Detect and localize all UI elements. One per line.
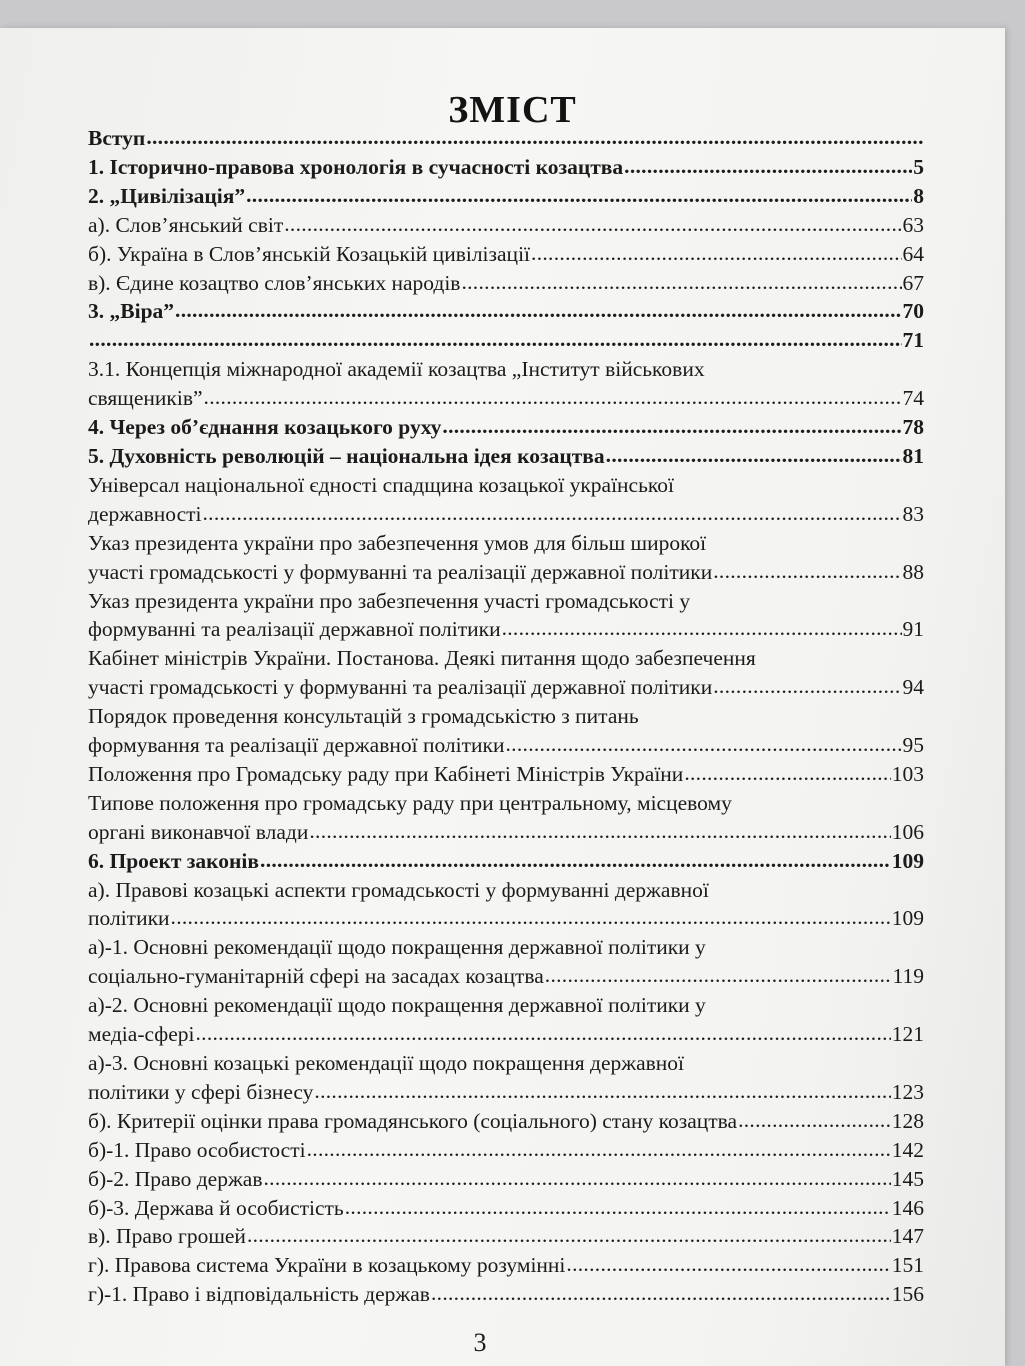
toc-entry bbox=[88, 182, 924, 211]
dot-leader bbox=[89, 325, 902, 354]
toc-entry bbox=[88, 413, 924, 442]
toc-entry-text: б). Україна в Слов’янській Козацькій цивілізації bbox=[88, 241, 531, 266]
toc-entry-line bbox=[88, 731, 924, 760]
dot-leader bbox=[624, 152, 912, 181]
toc-page-number: 94 bbox=[902, 675, 924, 700]
page-number: 3 bbox=[473, 1328, 487, 1357]
dot-leader bbox=[246, 181, 912, 210]
toc-entry-text: участі громадськості у формуванні та реалізації державної політики bbox=[88, 559, 713, 584]
toc-page-number: 123 bbox=[891, 1079, 924, 1104]
toc-entry-line bbox=[88, 1107, 924, 1136]
toc-entry-line bbox=[88, 760, 924, 789]
page-title: ЗМІСТ bbox=[448, 89, 577, 131]
dot-leader bbox=[684, 759, 890, 788]
toc-entry bbox=[88, 847, 924, 876]
toc-entry bbox=[88, 326, 924, 355]
toc-page-number: 83 bbox=[902, 501, 924, 526]
dot-leader bbox=[260, 846, 891, 875]
toc-page-number: 151 bbox=[891, 1253, 924, 1278]
toc-entry bbox=[88, 240, 924, 269]
toc-entry-line bbox=[88, 1020, 924, 1049]
dot-leader bbox=[284, 210, 901, 239]
toc-entry-text: 4. Через об’єднання козацького руху bbox=[88, 415, 442, 440]
toc-entry-text: медіа-сфері bbox=[88, 1022, 195, 1047]
toc-entry-text: державності bbox=[88, 501, 202, 526]
toc-page-number: 91 bbox=[902, 617, 924, 642]
toc-entry-line bbox=[88, 1165, 924, 1194]
dot-leader bbox=[146, 123, 923, 152]
toc-entry-text: Порядок проведення консультацій з громадськістю з питань bbox=[88, 704, 639, 729]
toc-page-number: 8 bbox=[913, 183, 924, 208]
toc-entry bbox=[88, 876, 924, 934]
toc-entry-text: г)-1. Право і відповідальність держав bbox=[88, 1282, 430, 1307]
toc-entry-line bbox=[88, 904, 924, 933]
toc-page-number: 109 bbox=[891, 848, 924, 873]
toc-entry-line bbox=[88, 500, 924, 529]
dot-leader bbox=[531, 239, 901, 268]
dot-leader bbox=[264, 1164, 891, 1193]
dot-leader bbox=[247, 1221, 891, 1250]
toc-entry-line bbox=[88, 413, 924, 442]
toc-page-number: 156 bbox=[891, 1282, 924, 1307]
dot-leader bbox=[171, 903, 891, 932]
toc-entry bbox=[88, 1280, 924, 1309]
toc-page-number: 147 bbox=[891, 1224, 924, 1249]
toc-entry-text: Указ президента україни про забезпечення участі громадськості у bbox=[88, 588, 691, 613]
toc-entry bbox=[88, 644, 924, 702]
toc-entry bbox=[88, 1107, 924, 1136]
toc-entry-line bbox=[88, 442, 924, 471]
dot-leader bbox=[345, 1193, 891, 1222]
toc-entry-text: 2. „Цивілізація” bbox=[88, 183, 246, 208]
toc-entry-text: участі громадськості у формуванні та реалізації державної політики bbox=[88, 675, 713, 700]
toc-entry-text: соціально-гуманітарній сфері на засадах козацтва bbox=[88, 964, 544, 989]
toc-entry bbox=[88, 991, 924, 1049]
toc-entry-text: Кабінет міністрів України. Постанова. Деякі питання щодо забезпечення bbox=[88, 646, 756, 671]
toc-entry bbox=[88, 789, 924, 847]
toc-entry-line bbox=[88, 211, 924, 240]
toc-page-number: 64 bbox=[902, 241, 924, 266]
toc-entry-text: Універсал національної єдності спадщина козацької української bbox=[88, 472, 674, 497]
toc-entry-line bbox=[88, 326, 924, 355]
toc-entry-text: Вступ bbox=[88, 126, 146, 150]
dot-leader bbox=[431, 1279, 891, 1308]
toc-entry-text: а)-1. Основні рекомендації щодо покращення державної політики у bbox=[88, 935, 706, 960]
toc-page-number: 70 bbox=[902, 299, 924, 324]
toc-entry-line bbox=[88, 1222, 924, 1251]
dot-leader bbox=[195, 1019, 890, 1048]
toc-page-number: 71 bbox=[902, 328, 924, 353]
toc-page-number: 142 bbox=[891, 1137, 924, 1162]
toc-entry-line bbox=[88, 124, 924, 153]
dot-leader bbox=[442, 412, 901, 441]
dot-leader bbox=[713, 672, 901, 701]
toc-entry-text: 5. Духовність революцій – національна ідея козацтва bbox=[88, 443, 605, 468]
toc-entry bbox=[88, 355, 924, 413]
toc-entry-line bbox=[88, 1251, 924, 1280]
toc-page-number: 146 bbox=[891, 1195, 924, 1220]
dot-leader bbox=[606, 441, 902, 470]
toc-page-number: 74 bbox=[902, 386, 924, 411]
toc-entry-line bbox=[88, 269, 924, 298]
dot-leader bbox=[314, 1077, 890, 1106]
toc-entry-line bbox=[88, 182, 924, 211]
toc-entry bbox=[88, 124, 924, 153]
toc-entry-line bbox=[88, 240, 924, 269]
toc-entry-text: а)-3. Основні козацькі рекомендації щодо покращення державної bbox=[88, 1051, 685, 1075]
toc-page-number: 67 bbox=[902, 270, 924, 295]
toc-entry bbox=[88, 211, 924, 240]
toc-entry-text: 3.1. Концепція міжнародної академії козацтва „Інститут військових bbox=[88, 357, 705, 382]
toc-entry-text: а)-2. Основні рекомендації щодо покращення державної політики у bbox=[88, 993, 706, 1018]
toc-page-number: 63 bbox=[902, 212, 924, 237]
toc-page-number: 95 bbox=[902, 733, 924, 758]
toc-entry-text: політики bbox=[88, 906, 170, 931]
toc-page-number: 5 bbox=[913, 154, 924, 179]
dot-leader bbox=[506, 730, 902, 759]
toc-entry bbox=[88, 760, 924, 789]
toc-entry bbox=[88, 153, 924, 182]
toc-entry-text: священиків” bbox=[88, 386, 203, 411]
toc-entry-line bbox=[88, 847, 924, 876]
toc-entry-text: 1. Історично-правова хронологія в сучасності козацтва bbox=[88, 154, 624, 179]
toc-entry-line bbox=[88, 384, 924, 413]
toc-entry bbox=[88, 1194, 924, 1223]
toc-page-number: 128 bbox=[891, 1108, 924, 1133]
toc-entry bbox=[88, 297, 924, 326]
toc-entry-text: б). Критерії оцінки права громадянського (соціального) стану козацтва bbox=[88, 1108, 738, 1133]
toc-entry-text: в). Право грошей bbox=[88, 1224, 246, 1249]
toc-page-number: 88 bbox=[902, 559, 924, 584]
toc-entry-text: формуванні та реалізації державної політики bbox=[88, 617, 501, 642]
toc-page-number: 109 bbox=[891, 906, 924, 931]
toc-entry-text: в). Єдине козацтво слов’янських народів bbox=[88, 270, 461, 295]
toc-entry-text: політики у сфері бізнесу bbox=[88, 1079, 314, 1104]
toc-entry-line bbox=[88, 615, 924, 644]
toc-entry-text: а). Слов’янський світ bbox=[88, 212, 284, 237]
dot-leader bbox=[202, 499, 901, 528]
toc-entry bbox=[88, 1136, 924, 1165]
dot-leader bbox=[307, 1135, 891, 1164]
toc-entry-text: г). Правова система України в козацькому розумінні bbox=[88, 1253, 566, 1278]
toc-entry bbox=[88, 587, 924, 645]
toc-entry bbox=[88, 933, 924, 991]
toc-entry-text: б)-3. Держава й особистість bbox=[88, 1195, 344, 1220]
toc-entry bbox=[88, 529, 924, 587]
toc-entry-text: формування та реалізації державної політики bbox=[88, 733, 505, 758]
toc-entry bbox=[88, 1165, 924, 1194]
toc-entry bbox=[88, 442, 924, 471]
toc-page-number: 81 bbox=[902, 443, 924, 468]
toc-entry-line bbox=[88, 297, 924, 326]
dot-leader bbox=[545, 961, 892, 990]
dot-leader bbox=[566, 1250, 890, 1279]
toc-entry bbox=[88, 1251, 924, 1280]
toc-entry-text: 6. Проект законів bbox=[88, 848, 260, 873]
toc-page-number: 106 bbox=[891, 819, 924, 844]
dot-leader bbox=[461, 268, 901, 297]
toc-entry-line bbox=[88, 818, 924, 847]
dot-leader bbox=[309, 817, 890, 846]
toc-page-number: 119 bbox=[892, 964, 924, 989]
dot-leader bbox=[175, 296, 901, 325]
toc-page-number: 145 bbox=[891, 1166, 924, 1191]
toc-entry bbox=[88, 1222, 924, 1251]
toc-entry-text: а). Правові козацькі аспекти громадськості у формуванні державної bbox=[88, 877, 709, 902]
toc-page-number: 103 bbox=[891, 761, 924, 786]
toc-page-number: 121 bbox=[891, 1022, 924, 1047]
toc-entry bbox=[88, 1049, 924, 1107]
toc-entry-text: Указ президента україни про забезпечення умов для більш широкої bbox=[88, 530, 707, 555]
toc-entry-text: 3. „Віра” bbox=[88, 299, 175, 324]
dot-leader bbox=[204, 383, 902, 412]
toc-entry bbox=[88, 471, 924, 529]
toc-entry bbox=[88, 702, 924, 760]
toc-entry-text: органі виконавчої влади bbox=[88, 819, 309, 844]
toc-entry-line bbox=[88, 1078, 924, 1107]
toc-entry-line bbox=[88, 558, 924, 587]
toc-entry-line bbox=[88, 153, 924, 182]
toc-entry-text: Типове положення про громадську раду при центральному, місцевому bbox=[88, 790, 732, 815]
toc-entry-line bbox=[88, 673, 924, 702]
dot-leader bbox=[713, 557, 901, 586]
toc-entry-line bbox=[88, 1194, 924, 1223]
toc-entry-line bbox=[88, 1136, 924, 1165]
toc-entry-line bbox=[88, 1280, 924, 1309]
toc-entry-text: б)-1. Право особистості bbox=[88, 1137, 306, 1162]
toc-page-number: 78 bbox=[902, 415, 924, 440]
dot-leader bbox=[738, 1106, 891, 1135]
toc-entry-line bbox=[88, 962, 924, 991]
toc-entry-text: б)-2. Право держав bbox=[88, 1166, 263, 1191]
table-of-contents bbox=[88, 124, 924, 1309]
dot-leader bbox=[502, 614, 902, 643]
toc-entry bbox=[88, 269, 924, 298]
toc-entry-text: Положення про Громадську раду при Кабінеті Міністрів України bbox=[88, 761, 684, 786]
